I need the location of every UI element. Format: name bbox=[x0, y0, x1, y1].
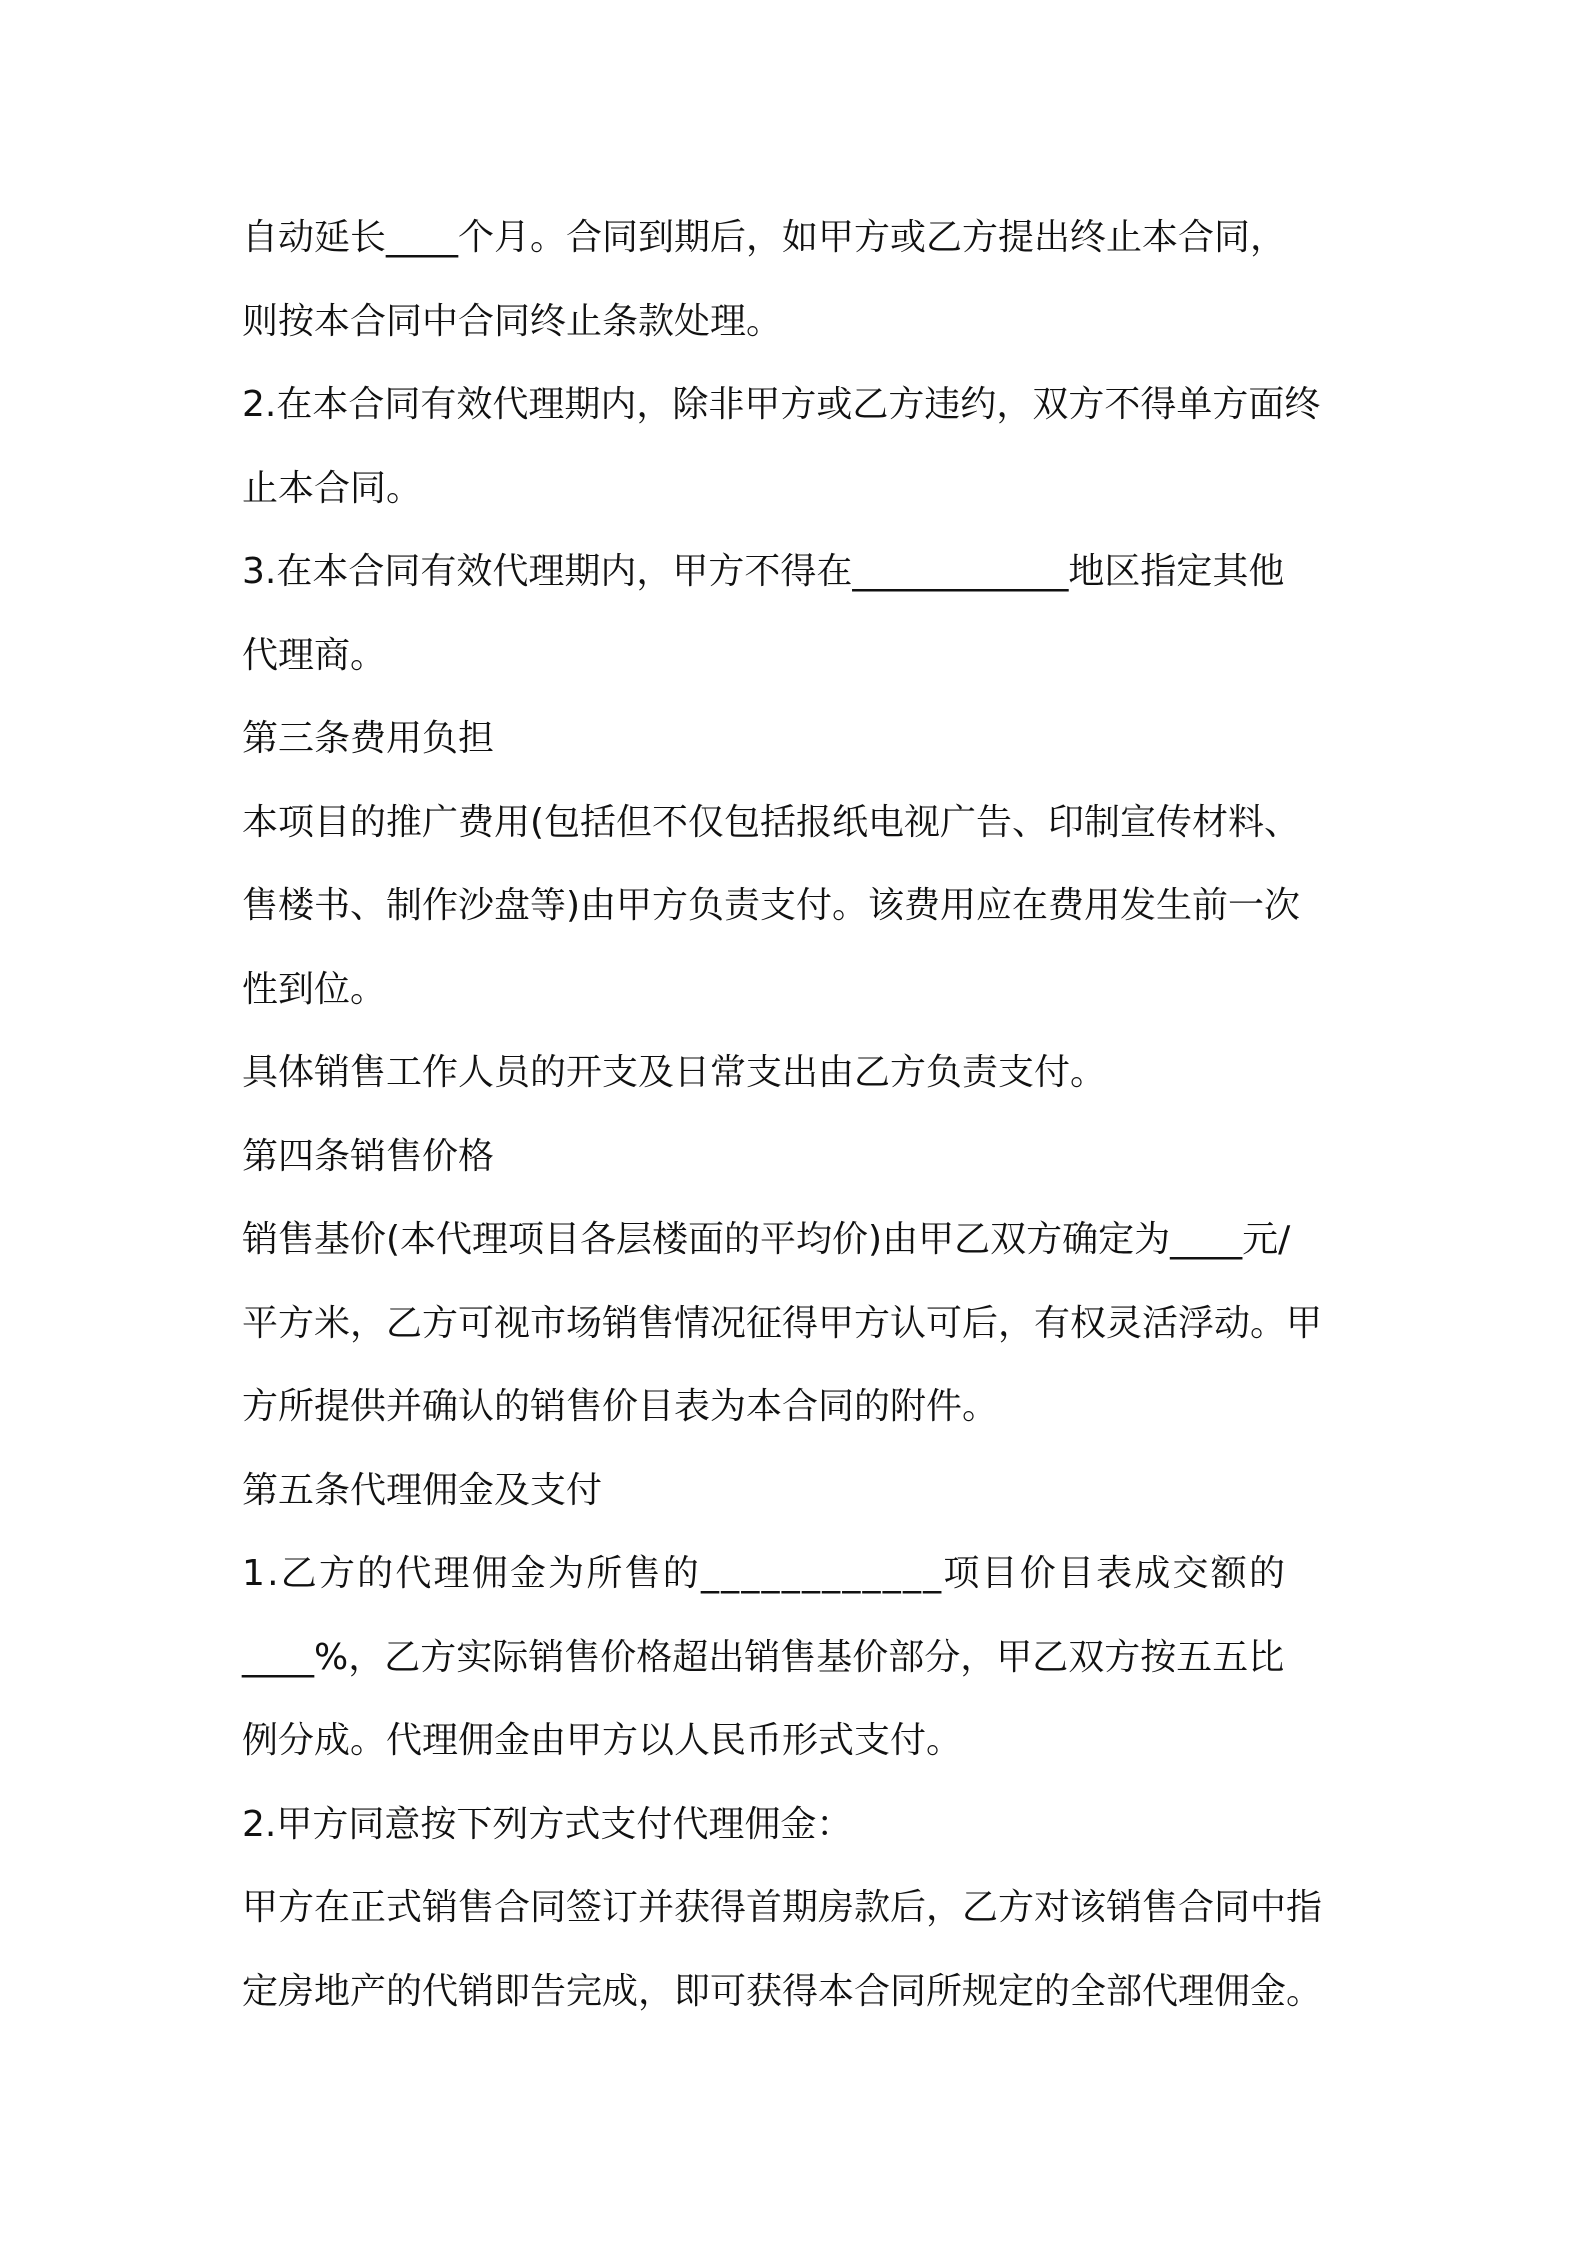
text-line: ____%，乙方实际销售价格超出销售基价部分，甲乙双方按五五比 bbox=[242, 1636, 1285, 1678]
section-heading-article-5 bbox=[242, 1449, 1362, 1533]
text-line: 甲方在正式销售合同签订并获得首期房款后，乙方对该销售合同中指 bbox=[242, 1887, 1323, 1928]
text-line: 2.甲方同意按下列方式支付代理佣金： bbox=[242, 1803, 853, 1845]
text-line: 2.在本合同有效代理期内，除非甲方或乙方违约，双方不得单方面终 bbox=[242, 384, 1321, 425]
heading-line: 第四条销售价格 bbox=[242, 1135, 495, 1177]
text-line: 性到位。 bbox=[242, 968, 387, 1010]
paragraph-clause-3 bbox=[242, 530, 1362, 697]
text-line: 自动延长____个月。合同到期后，如甲方或乙方提出终止本合同， bbox=[242, 217, 1287, 258]
heading-line: 第五条代理佣金及支付 bbox=[242, 1469, 603, 1511]
paragraph-promotion-costs bbox=[242, 781, 1362, 1032]
text-line: 具体销售工作人员的开支及日常支出由乙方负责支付。 bbox=[242, 1052, 1107, 1093]
paragraph-payment-condition bbox=[242, 1866, 1362, 2033]
text-line: 销售基价(本代理项目各层楼面的平均价)由甲乙双方确定为____元/ bbox=[242, 1219, 1291, 1260]
text-line: 则按本合同中合同终止条款处理。 bbox=[242, 300, 783, 342]
paragraph-payment-method bbox=[242, 1783, 1362, 1867]
section-heading-article-3 bbox=[242, 697, 1362, 781]
text-line: 定房地产的代销即告完成，即可获得本合同所规定的全部代理佣金。 bbox=[242, 1970, 1323, 2012]
text-line: 本项目的推广费用(包括但不仅包括报纸电视广告、印制宣传材料、 bbox=[242, 801, 1301, 843]
text-line: 止本合同。 bbox=[242, 467, 423, 509]
text-line: 代理商。 bbox=[242, 634, 387, 676]
text-line: 例分成。代理佣金由甲方以人民币形式支付。 bbox=[242, 1720, 963, 1761]
paragraph-staff-expenses bbox=[242, 1031, 1362, 1115]
text-line: 3.在本合同有效代理期内，甲方不得在____________地区指定其他 bbox=[242, 551, 1285, 592]
text-line: 1.乙方的代理佣金为所售的____________项目价目表成交额的 bbox=[242, 1553, 1288, 1594]
document-body bbox=[242, 196, 1362, 2033]
paragraph-commission-rate bbox=[242, 1532, 1362, 1783]
text-line: 方所提供并确认的销售价目表为本合同的附件。 bbox=[242, 1386, 999, 1427]
text-line: 售楼书、制作沙盘等)由甲方负责支付。该费用应在费用发生前一次 bbox=[242, 885, 1301, 926]
paragraph-base-price bbox=[242, 1198, 1362, 1449]
section-heading-article-4 bbox=[242, 1115, 1362, 1199]
text-line: 平方米，乙方可视市场销售情况征得甲方认可后，有权灵活浮动。甲 bbox=[242, 1302, 1323, 1344]
paragraph-clause-2 bbox=[242, 363, 1362, 530]
paragraph-term-extension bbox=[242, 196, 1362, 363]
heading-line: 第三条费用负担 bbox=[242, 718, 495, 759]
